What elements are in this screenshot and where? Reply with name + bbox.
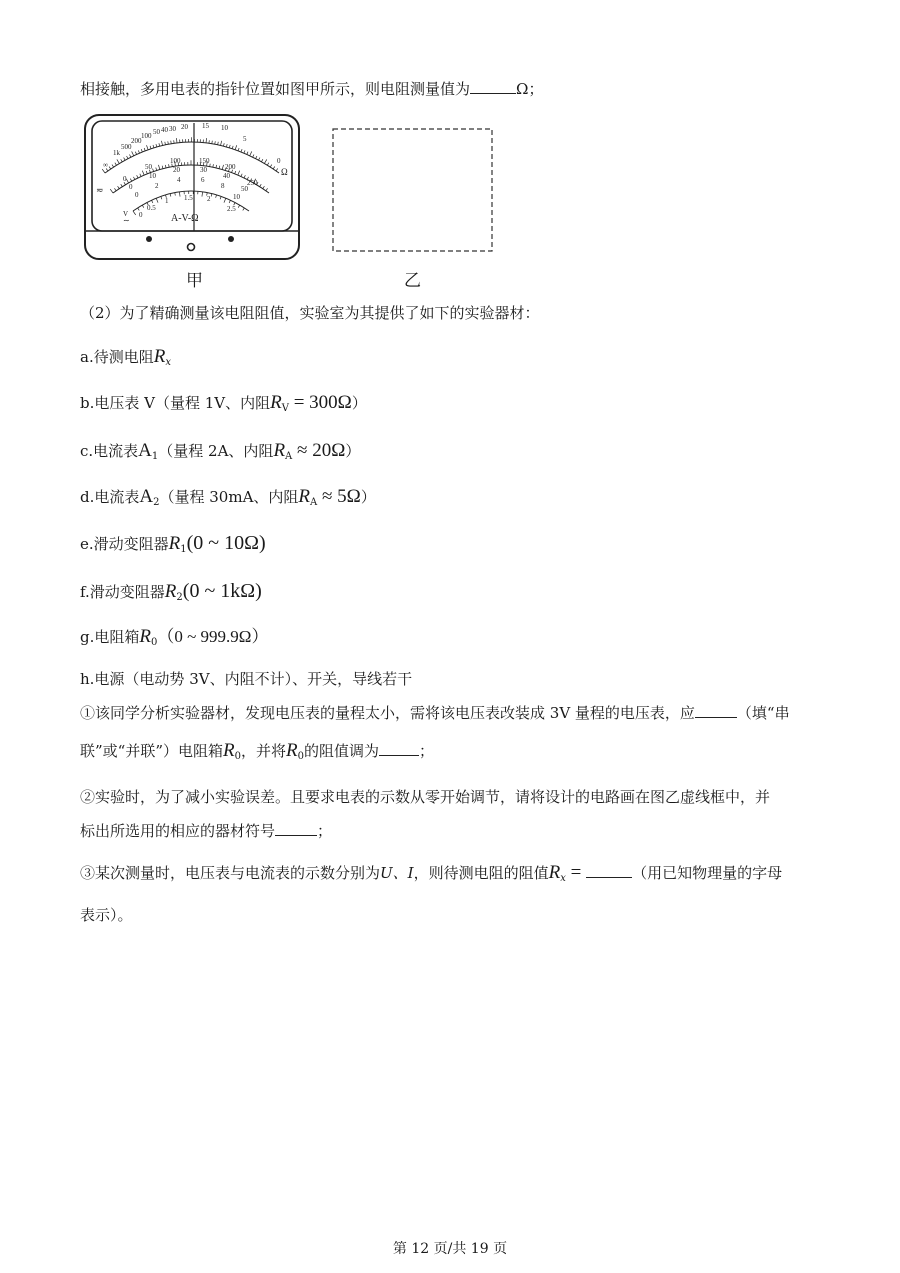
dc3-label-2: 2 <box>155 182 159 190</box>
subscript-x: x <box>165 357 171 368</box>
ac-label-2-5: 2.5 <box>227 205 236 213</box>
equipment-g-label: g.电阻箱 <box>80 628 140 646</box>
dc2-label-10: 10 <box>149 172 156 180</box>
symbol-R: R <box>286 740 298 761</box>
equipment-b <box>80 392 367 420</box>
item3-line1 <box>80 862 782 890</box>
ohm-label-1k: 1k <box>113 149 120 157</box>
ohm-label-500: 500 <box>121 143 132 151</box>
dc-label-50: 50 <box>145 163 152 171</box>
item2-end: ； <box>317 822 333 840</box>
equipment-b-label: b.电压表 V（量程 1V、内阻 <box>80 394 271 412</box>
equipment-c <box>80 440 360 468</box>
item1-line2 <box>80 740 434 768</box>
answer-blank-rx-expression[interactable] <box>586 863 632 878</box>
ac-label-1-5: 1.5 <box>184 194 193 202</box>
multimeter-figure <box>83 113 301 263</box>
ohm-label-40: 40 <box>161 126 168 134</box>
equipment-b-suffix: ） <box>351 394 367 412</box>
item3-line2: 表示）。 <box>80 906 133 924</box>
ohm-label-10: 10 <box>221 124 228 132</box>
subscript-2: 2 <box>153 497 160 508</box>
dc-label-0: 0 <box>123 175 127 183</box>
dc-label-100: 100 <box>170 157 181 165</box>
item2-line1: ②实验时，为了减小实验误差。且要求电表的示数从零开始调节，请将设计的电路画在图乙虚线框中，并 <box>80 788 771 806</box>
item1-line1 <box>80 702 790 724</box>
ac-tilde-symbol: ∼ <box>123 216 130 225</box>
subscript-0: 0 <box>234 751 241 762</box>
intro-line <box>80 78 543 100</box>
equipment-a <box>80 346 171 374</box>
subscript-x: x <box>560 873 566 884</box>
answer-blank-series-parallel[interactable] <box>695 703 737 718</box>
ac-v-symbol: V <box>123 210 129 218</box>
subscript-A: A <box>285 451 293 462</box>
answer-blank-resistance-value[interactable] <box>379 741 419 756</box>
item1-hint: （填“串 <box>736 704 790 722</box>
multimeter-body <box>85 115 299 259</box>
item3-hint: （用已知物理量的字母 <box>632 864 783 882</box>
omega-symbol: Ω <box>281 167 288 177</box>
equipment-b-value: = 300Ω <box>288 392 352 413</box>
jack-right <box>228 236 234 242</box>
dc3-label-8: 8 <box>221 182 225 190</box>
equipment-a-label: a.待测电阻 <box>80 348 154 366</box>
equipment-g-range: （0 ~ 999.9Ω） <box>157 627 269 646</box>
symbol-R: R <box>153 346 166 367</box>
dc-label-150: 150 <box>199 157 210 165</box>
dc2-label-20: 20 <box>173 166 180 174</box>
equipment-d-suffix: ） <box>360 488 376 506</box>
item2-line2 <box>80 820 332 842</box>
item3-text: ③某次测量时，电压表与电流表的示数分别为 <box>80 864 381 882</box>
ac-label-0: 0 <box>139 211 143 219</box>
intro-text: 相接触，多用电表的指针位置如图甲所示，则电阻测量值为 <box>80 80 471 98</box>
symbol-A: A <box>138 440 152 461</box>
equipment-d <box>80 486 376 514</box>
answer-blank-equipment-symbols[interactable] <box>275 821 317 836</box>
page-footer: 第 12 页/共 19 页 <box>392 1241 508 1257</box>
dc2-label-50: 50 <box>241 185 248 193</box>
item3-vars: U、I <box>380 864 414 882</box>
ohm-label-30: 30 <box>169 125 176 133</box>
dc2-label-40: 40 <box>223 172 230 180</box>
jack-left <box>146 236 152 242</box>
equipment-e <box>80 532 266 561</box>
equals-sign: = <box>565 862 587 883</box>
equipment-e-label: e.滑动变阻器 <box>80 535 169 553</box>
equipment-e-range: (0 ~ 10Ω) <box>186 532 266 554</box>
item1-text-3: ，并将 <box>241 742 287 760</box>
dc2-label-30: 30 <box>200 166 207 174</box>
subscript-V: V <box>281 403 289 414</box>
equipment-g <box>80 626 268 654</box>
subscript-2: 2 <box>176 592 183 603</box>
equipment-f <box>80 580 262 609</box>
ac-label-1: 1 <box>165 197 169 205</box>
ac-label-2: 2 <box>207 195 211 203</box>
ohm-label-5: 5 <box>243 135 247 143</box>
ohm-label-200: 200 <box>131 137 142 145</box>
intro-unit: Ω； <box>516 80 544 98</box>
item1-text-2: 联”或“并联”）电阻箱 <box>80 742 224 760</box>
equipment-d-mid: （量程 30mA、内阻 <box>159 488 299 506</box>
symbol-R: R <box>168 533 181 554</box>
equipment-f-label: f.滑动变阻器 <box>80 583 165 601</box>
symbol-R: R <box>273 440 286 461</box>
subscript-0: 0 <box>150 637 158 648</box>
dc-label-200: 200 <box>225 163 236 171</box>
symbol-R: R <box>270 392 282 413</box>
dc2-label-0: 0 <box>129 183 133 191</box>
ohm-label-15: 15 <box>202 122 209 130</box>
subscript-A: A <box>310 497 318 508</box>
ohm-label-0: 0 <box>277 157 281 165</box>
ohm-label-inf: ∞ <box>103 161 108 169</box>
ohm-label-100: 100 <box>141 132 152 140</box>
subscript-1: 1 <box>180 544 187 555</box>
equipment-h: h.电源（电动势 3V、内阻不计）、开关，导线若干 <box>80 670 413 688</box>
symbol-A: A <box>139 486 154 507</box>
ohm-label-20: 20 <box>181 123 188 131</box>
dc-label-250: 250 <box>247 179 258 187</box>
symbol-R: R <box>139 626 151 647</box>
equipment-f-range: (0 ~ 1kΩ) <box>182 580 262 602</box>
ohm-label-50: 50 <box>153 128 160 136</box>
symbol-R: R <box>164 581 177 602</box>
figure-yi-caption: 乙 <box>404 271 421 291</box>
dc3-label-4: 4 <box>177 176 181 184</box>
symbol-R: R <box>548 862 561 883</box>
item1-text-4: 的阻值调为 <box>304 742 380 760</box>
dc3-label-0: 0 <box>135 191 139 199</box>
equipment-c-value: ≈ 20Ω <box>292 440 346 461</box>
item1-end: ； <box>419 742 435 760</box>
ac-label-0-5: 0.5 <box>147 204 156 212</box>
dc3-label-10: 10 <box>233 193 240 201</box>
subscript-0: 0 <box>297 751 304 762</box>
equipment-c-mid: （量程 2A、内阻 <box>158 442 274 460</box>
figure-yi-dashed-box[interactable] <box>332 128 494 253</box>
dc3-label-6: 6 <box>201 176 205 184</box>
q2-intro: （2）为了精确测量该电阻阻值，实验室为其提供了如下的实验器材： <box>80 304 540 322</box>
dc-symbol: ≂ <box>96 185 104 195</box>
equipment-c-label: c.电流表 <box>80 442 139 460</box>
symbol-R: R <box>298 486 311 507</box>
subscript-1: 1 <box>151 451 159 462</box>
item1-text: ①该同学分析实验器材，发现电压表的量程太小，需将该电压表改装成 3V 量程的电压表，应 <box>80 704 695 722</box>
symbol-R: R <box>223 740 235 761</box>
answer-blank-resistance[interactable] <box>470 79 516 94</box>
equipment-d-value: ≈ 5Ω <box>317 486 361 507</box>
item2-text: 标出所选用的相应的器材符号 <box>80 822 276 840</box>
equipment-c-suffix: ） <box>345 442 361 460</box>
meter-model-label: A-V-Ω <box>171 213 199 224</box>
figure-jia-caption: 甲 <box>186 271 203 291</box>
item3-text-2: ，则待测电阻的阻值 <box>413 864 549 882</box>
equipment-d-label: d.电流表 <box>80 488 140 506</box>
